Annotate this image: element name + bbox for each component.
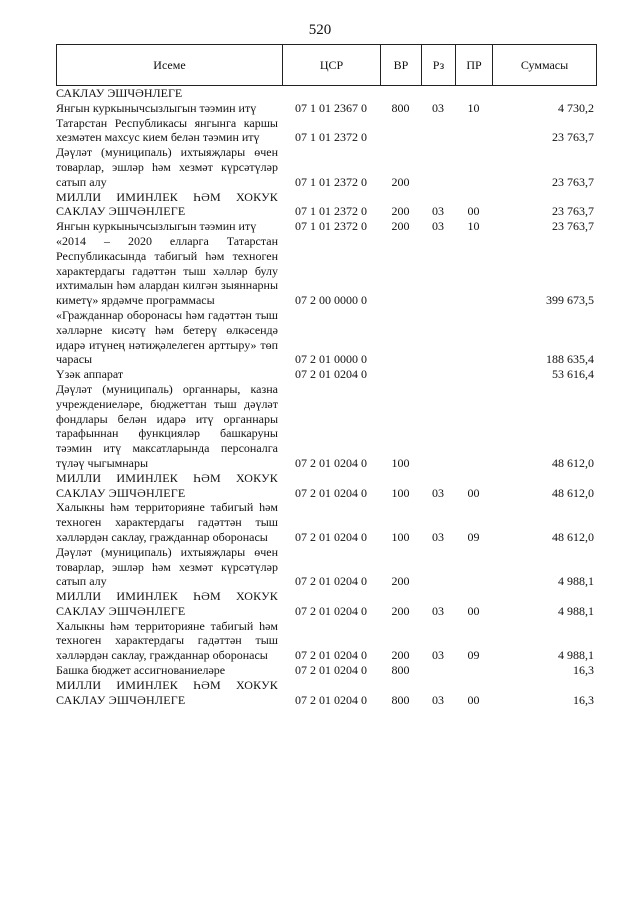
row-vr: 800 bbox=[391, 692, 410, 707]
table-row bbox=[56, 471, 596, 501]
table-row bbox=[56, 308, 596, 367]
row-sum: 399 673,5 bbox=[546, 293, 594, 308]
column-header-sum: Суммасы bbox=[493, 45, 597, 86]
row-csr: 07 2 01 0204 0 bbox=[295, 663, 367, 678]
row-name: Дәүләт (муниципаль) ихтыяҗлары өчен товарлар, эшләр һәм хезмәт күрсәтүләр сатып алу bbox=[56, 145, 278, 189]
row-csr: 07 2 00 0000 0 bbox=[295, 293, 367, 308]
row-pr: 00 bbox=[467, 485, 480, 500]
row-sum: 48 612,0 bbox=[552, 455, 594, 470]
row-rz bbox=[421, 116, 455, 146]
column-header-csr: ЦСР bbox=[283, 45, 381, 86]
row-sum: 23 763,7 bbox=[552, 204, 594, 219]
row-csr: 07 2 01 0204 0 bbox=[295, 648, 367, 663]
table-row bbox=[56, 382, 596, 471]
row-name: Янгын куркынычсызлыгын тәэмин итү bbox=[56, 100, 257, 115]
row-name: МИЛЛИ ИМИНЛЕК ҺӘМ ХОКУК САКЛАУ ЭШЧӘНЛЕГЕ bbox=[56, 677, 278, 707]
row-csr bbox=[282, 86, 380, 101]
row-rz: 03 bbox=[432, 204, 444, 219]
table-row bbox=[56, 116, 596, 146]
row-csr: 07 2 01 0204 0 bbox=[295, 574, 367, 589]
row-vr: 200 bbox=[391, 219, 410, 234]
column-header-vr: ВР bbox=[381, 45, 422, 86]
row-pr bbox=[455, 234, 492, 308]
row-rz: 03 bbox=[432, 692, 444, 707]
table-row bbox=[56, 145, 596, 189]
row-sum: 23 763,7 bbox=[552, 174, 594, 189]
table-row bbox=[56, 86, 596, 101]
row-pr bbox=[455, 367, 492, 382]
row-vr: 200 bbox=[391, 603, 410, 618]
row-rz bbox=[421, 86, 455, 101]
row-rz: 03 bbox=[432, 648, 444, 663]
table-row bbox=[56, 219, 596, 234]
row-pr: 00 bbox=[467, 204, 480, 219]
row-sum: 188 635,4 bbox=[546, 352, 594, 367]
row-csr: 07 2 01 0000 0 bbox=[295, 352, 367, 367]
row-sum: 23 763,7 bbox=[552, 219, 594, 234]
row-name: Татарстан Республикасы янгынга каршы хезмәтен махсус кием белән тәэмин итү bbox=[56, 115, 278, 145]
row-vr: 100 bbox=[391, 485, 410, 500]
row-csr: 07 2 01 0204 0 bbox=[295, 367, 367, 382]
row-vr: 200 bbox=[391, 648, 410, 663]
row-vr bbox=[380, 86, 421, 101]
row-pr bbox=[455, 308, 492, 367]
table-row bbox=[56, 545, 596, 589]
row-csr: 07 1 01 2372 0 bbox=[295, 219, 367, 234]
row-name: МИЛЛИ ИМИНЛЕК ҺӘМ ХОКУК САКЛАУ ЭШЧӘНЛЕГЕ bbox=[56, 189, 278, 219]
row-name: Башка бюджет ассигнованиеләре bbox=[56, 663, 226, 678]
table-row bbox=[56, 589, 596, 619]
row-sum: 16,3 bbox=[573, 692, 594, 707]
row-rz: 03 bbox=[432, 219, 444, 234]
row-name: «Гражданнар оборонасы һәм гадәттән тыш хәлләрне кисәтү һәм бетерү өлкәсендә идарә итүнең нәтиҗәлелеген арттыру» төп чарасы bbox=[56, 307, 278, 367]
row-pr bbox=[455, 145, 492, 189]
row-name: Халыкны һәм территорияне табигый һәм техноген характердагы гадәттән тыш хәлләрдән саклау, гражданнар оборонасы bbox=[56, 500, 278, 544]
row-vr bbox=[380, 308, 421, 367]
row-csr: 07 2 01 0204 0 bbox=[295, 455, 367, 470]
row-rz bbox=[421, 382, 455, 471]
table-row bbox=[56, 234, 596, 308]
row-rz bbox=[421, 308, 455, 367]
row-sum bbox=[492, 86, 596, 101]
row-sum: 48 612,0 bbox=[552, 485, 594, 500]
row-name: Үзәк аппарат bbox=[56, 367, 124, 382]
row-name: Халыкны һәм территорияне табигый һәм техноген характердагы гадәттән тыш хәлләрдән саклау, гражданнар оборонасы bbox=[56, 618, 278, 663]
row-name: Дәүләт (муниципаль) ихтыяҗлары өчен товарлар, эшләр һәм хезмәт күрсәтүләр сатып алу bbox=[56, 544, 278, 589]
row-name: МИЛЛИ ИМИНЛЕК ҺӘМ ХОКУК САКЛАУ ЭШЧӘНЛЕГЕ bbox=[56, 470, 278, 500]
table-row bbox=[56, 500, 596, 544]
row-pr bbox=[455, 86, 492, 101]
row-vr: 100 bbox=[391, 529, 410, 544]
row-pr bbox=[455, 382, 492, 471]
row-rz bbox=[421, 234, 455, 308]
row-pr bbox=[455, 663, 492, 678]
row-csr: 07 1 01 2372 0 bbox=[295, 204, 367, 219]
row-sum: 16,3 bbox=[573, 663, 594, 678]
table-row bbox=[56, 619, 596, 663]
row-rz bbox=[421, 145, 455, 189]
table-header bbox=[56, 44, 597, 86]
row-pr: 09 bbox=[467, 529, 480, 544]
row-sum: 53 616,4 bbox=[552, 367, 594, 382]
row-sum: 4 730,2 bbox=[558, 100, 594, 115]
row-rz bbox=[421, 545, 455, 589]
row-pr bbox=[455, 116, 492, 146]
row-rz bbox=[421, 663, 455, 678]
row-rz: 03 bbox=[432, 529, 444, 544]
row-vr bbox=[380, 367, 421, 382]
row-sum: 48 612,0 bbox=[552, 529, 594, 544]
row-csr: 07 2 01 0204 0 bbox=[295, 603, 367, 618]
row-name: «2014 – 2020 елларга Татарстан Республикасында табигый һәм техноген характердагы гадәттән тыш хәлләр булу ихтималын һәм алардан килгән зыяннарны киметү» ярдәмче программасы bbox=[56, 233, 278, 308]
row-vr bbox=[380, 116, 421, 146]
table-row bbox=[56, 678, 596, 708]
row-csr: 07 1 01 2372 0 bbox=[295, 174, 367, 189]
row-csr: 07 2 01 0204 0 bbox=[295, 485, 367, 500]
row-sum: 4 988,1 bbox=[558, 648, 594, 663]
row-csr: 07 2 01 0204 0 bbox=[295, 692, 367, 707]
row-csr: 07 1 01 2372 0 bbox=[295, 130, 367, 145]
row-vr: 200 bbox=[391, 174, 410, 189]
column-header-rz: Рз bbox=[422, 45, 456, 86]
table-row bbox=[56, 663, 596, 678]
row-name: САКЛАУ ЭШЧӘНЛЕГЕ bbox=[56, 86, 183, 100]
row-name: Янгын куркынычсызлыгын тәэмин итү bbox=[56, 219, 257, 234]
row-vr: 200 bbox=[391, 204, 410, 219]
table-row bbox=[56, 367, 596, 382]
row-rz bbox=[421, 367, 455, 382]
row-rz: 03 bbox=[432, 603, 444, 618]
row-sum: 4 988,1 bbox=[558, 574, 594, 589]
row-name: Дәүләт (муниципаль) органнары, казна учреждениеләре, бюджеттан тыш дәүләт фондлары белән идарә итү органнары тарафыннан функцияләр башкаруны тәэмин итү максатларында персоналга түләү чыгымнары bbox=[56, 381, 278, 470]
row-vr: 100 bbox=[391, 455, 410, 470]
row-pr: 00 bbox=[467, 603, 480, 618]
table-row bbox=[56, 190, 596, 220]
column-header-pr: ПР bbox=[456, 45, 493, 86]
row-rz: 03 bbox=[432, 100, 444, 115]
row-pr: 09 bbox=[467, 648, 480, 663]
row-pr bbox=[455, 545, 492, 589]
row-pr: 00 bbox=[467, 692, 480, 707]
row-csr: 07 1 01 2367 0 bbox=[295, 100, 367, 115]
row-sum: 23 763,7 bbox=[552, 130, 594, 145]
row-pr: 10 bbox=[467, 100, 480, 115]
row-vr: 800 bbox=[391, 663, 410, 678]
row-vr: 200 bbox=[391, 574, 410, 589]
row-vr bbox=[380, 234, 421, 308]
row-sum: 4 988,1 bbox=[558, 603, 594, 618]
row-vr: 800 bbox=[391, 100, 410, 115]
page-number: 520 bbox=[308, 22, 332, 38]
table-row bbox=[56, 101, 596, 116]
row-name: МИЛЛИ ИМИНЛЕК ҺӘМ ХОКУК САКЛАУ ЭШЧӘНЛЕГЕ bbox=[56, 589, 278, 618]
column-header-name: Исеме bbox=[57, 45, 283, 86]
row-csr: 07 2 01 0204 0 bbox=[295, 529, 367, 544]
budget-table bbox=[56, 86, 596, 707]
row-pr: 10 bbox=[467, 219, 480, 234]
row-rz: 03 bbox=[432, 485, 444, 500]
